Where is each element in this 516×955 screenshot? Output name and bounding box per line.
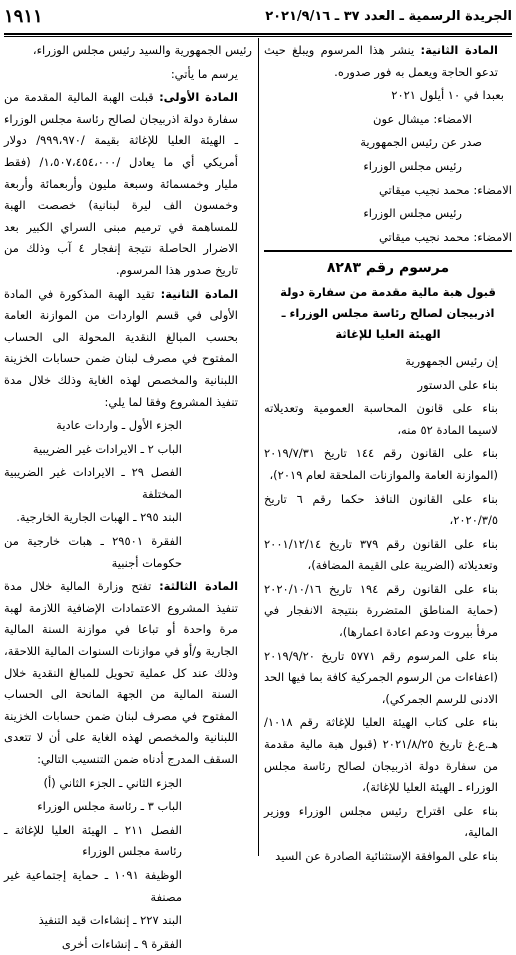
basis-5: بناء على القانون رقم ٣٧٩ تاريخ ٢٠٠١/١٢/١٤ وتعديلاته (الضريبة على القيمة المضافة)، — [264, 536, 498, 573]
expense-line-4: الوظيفة ١٠٩١ ـ حماية إجتماعية غير مصنفة — [4, 867, 182, 904]
left-column — [4, 40, 252, 951]
page-number: ١٩١١ — [4, 5, 43, 27]
expense-line-6: الفقرة ٩ ـ إنشاءات أخرى — [61, 936, 182, 951]
revenue-line-2: الباب ٢ ـ الايرادات غير الضريبية — [32, 441, 182, 456]
intro-line: رئيس الجمهورية والسيد رئيس مجلس الوزراء، — [32, 43, 252, 57]
article-3-label: المادة الثالثة: — [159, 579, 239, 594]
issued-by: صدر عن رئيس الجمهورية — [360, 135, 482, 150]
revenue-line-4: البند ٢٩٥ ـ الهبات الجارية الخارجية. — [16, 510, 182, 525]
left-article-2-paragraph — [4, 284, 252, 414]
president-line: إن رئيس الجمهورية — [405, 353, 498, 368]
basis-1: بناء على الدستور — [417, 377, 498, 392]
basis-9: بناء على اقتراح رئيس مجلس الوزراء ووزير المالية، — [264, 803, 498, 840]
revenue-line-5: الفقرة ٢٩٥٠١ ـ هبات خارجية من حكومات أجنبية — [4, 534, 182, 570]
expense-line-5: البند ٢٢٧ ـ إنشاءات قيد التنفيذ — [38, 913, 182, 928]
prime-minister-title-2: رئيس مجلس الوزراء — [363, 206, 462, 221]
column-divider — [258, 38, 259, 856]
date-line: بعبدا في ١٠ أيلول ٢٠٢١ — [391, 88, 504, 103]
revenue-line-3: الفصل ٢٩ ـ الايرادات غير الضريبية المختلفة — [4, 465, 183, 501]
gazette-title: الجريدة الرسمية ـ العدد ٣٧ ـ ٢٠٢١/٩/١٦ — [265, 8, 512, 24]
decree-title: مرسوم رقم ٨٢٨٣ — [326, 260, 450, 277]
article-2-paragraph — [264, 40, 512, 83]
basis-7: بناء على المرسوم رقم ٥٧٧١ تاريخ ٢٠١٩/٩/٢٠ (اعفاءات من الرسوم الجمركية كافة بما فيها الحد الادنى للرسم الجمركي)، — [264, 648, 498, 706]
basis-10: بناء على الموافقة الإستثنائية الصادرة عن السيد — [275, 849, 498, 863]
basis-4: بناء على القانون النافذ حكما رقم ٦ تاريخ ٢٠٢٠/٣/٥، — [264, 491, 498, 528]
article-1-text: قبلت الهبة المالية المقدمة من سفارة دولة اذربيجان لصالح رئاسة مجلس الوزراء ـ الهيئة العليا للإغاثة بقيمة /٩٩٩،٩٧٠/ دولار أمريكي أي ما يعادل /١،٥٠٧،٤٥٤،٠٠٠/ (فقط مليار وخمسمائة وسبعة مليون وأربعمائة وأربعة وخمسون الف ليرة لبنانية) خصصت الهبة للمساهمة في ترميم مبنى السراي الكبير بعد الاضرار الحاصلة نتيجة إنفجار ٤ آب وذلك من تاريخ صدور هذا المرسوم. — [4, 90, 238, 277]
basis-8: بناء على كتاب الهيئة العليا للإغاثة رقم ١٠١٨/ هـ.ع.غ تاريخ ٢٠٢١/٨/٢٥ (قبول هبة مالية مقدمة من سفارة دولة اذربيجان لصالح رئاسة مجلس الوزراء ـ الهيئة العليا للإغاثة)، — [264, 715, 498, 795]
expense-line-1: الجزء الثاني ـ الجزء الثاني (أ) — [43, 775, 182, 790]
signature-pm-2: الامضاء: محمد نجيب ميقاتي — [264, 227, 512, 253]
expense-line-3: الفصل ٢١١ ـ الهيئة العليا للإغاثة ـ رئاسة مجلس الوزراء — [4, 822, 182, 859]
article-2-label: المادة الثانية: — [420, 43, 499, 57]
article-1-label: المادة الأولى: — [159, 90, 238, 105]
left-article-2-text: تقيد الهبة المذكورة في المادة الأولى في قسم الواردات من الموازنة العامة بحسب المبالغ النقدية المحولة الى الحساب المفتوح في مصرف لبنان ضمن حسابات الخزينة اللبنانية والمخصص لهذه الغاية وذلك خلال مدة تنفيذ المشروع وفقا لما يلي: — [4, 286, 238, 409]
signature-pm-1: الامضاء: محمد نجيب ميقاتي — [378, 182, 512, 197]
left-article-2-label: المادة الثانية: — [160, 286, 239, 301]
header-rule-top — [4, 33, 512, 35]
article-1-paragraph — [4, 87, 252, 281]
basis-6: بناء على القانون رقم ١٩٤ تاريخ ٢٠٢٠/١٠/١٦ (حماية المناطق المتضررة بنتيجة الانفجار في مرفأ بيروت ودعم اعادة اعمارها)، — [264, 581, 498, 640]
article-3-text: تفتح وزارة المالية خلال مدة تنفيذ المشروع الاعتمادات الإضافية اللازمة لهبة مرة واحدة أو تباعا في موازنة السنة المالية الجارية و/أو في موازنات السنوات المالية اللاحقة، وذلك عند كل عملية تحويل للمبالغ النقدية خلال السنة المالية من الجهة المانحة الى الحساب المفتوح في مصرف لبنان ضمن حسابات الخزينة اللبنانية والمخصص لهذه الغاية على أن لا تتعدى السقف المدرج أدناه ضمن التنسيب التالي: — [4, 579, 238, 766]
signature-president: الامضاء: ميشال عون — [373, 111, 472, 126]
basis-3: بناء على القانون رقم ١٤٤ تاريخ ٢٠١٩/٧/٣١ (الموازنة العامة والموازنات الملحقة لعام ٢٠١٩)، — [264, 446, 498, 482]
article-2-text: ينشر هذا المرسوم ويبلغ حيث تدعو الحاجة ويعمل به فور صدوره. — [264, 43, 498, 79]
expense-line-2: الباب ٣ ـ رئاسة مجلس الوزراء — [37, 799, 182, 814]
header-rule-bottom — [4, 36, 512, 37]
prime-minister-title-1: رئيس مجلس الوزراء — [363, 158, 462, 173]
article-3-paragraph — [4, 576, 252, 770]
right-column — [264, 40, 512, 863]
decree-subtitle: قبول هبة مالية مقدمة من سفارة دولة اذربيجان لصالح رئاسة مجلس الوزراء ـ الهيئة العليا للإغاثة — [280, 284, 496, 341]
revenue-line-1: الجزء الأول ـ واردات عادية — [56, 418, 182, 433]
page-header — [4, 2, 512, 30]
basis-2: بناء على قانون المحاسبة العمومية وتعديلاته لاسيما المادة ٥٢ منه، — [264, 401, 498, 437]
decrees-line: يرسم ما يأتي: — [170, 66, 238, 81]
